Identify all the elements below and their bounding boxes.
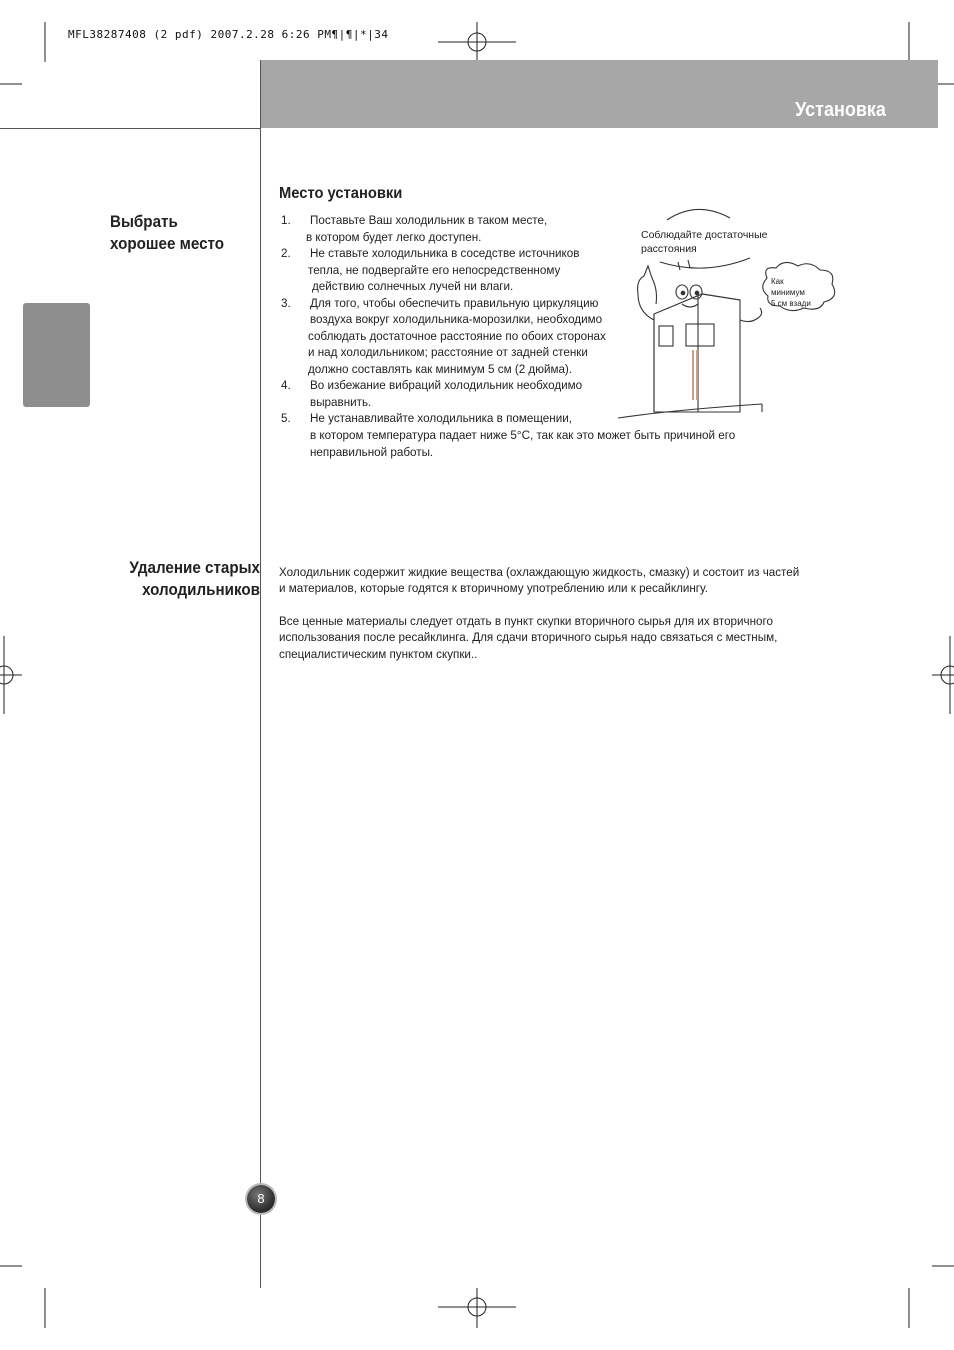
list-number: 2. [281, 246, 291, 260]
paragraph-line: использования после ресайклинга. Для сдачи вторичного сырья надо связаться с местным, [279, 630, 778, 644]
paragraph-line: Холодильник содержит жидкие вещества (охлаждающую жидкость, смазку) и состоит из частей [279, 565, 800, 579]
section-header-bar [261, 60, 938, 128]
list-line: соблюдать достаточное расстояние по обоих сторонах [308, 329, 606, 343]
list-line: воздуха вокруг холодильника-морозилки, необходимо [310, 312, 603, 326]
section-title: Установка [795, 99, 886, 121]
list-line: Поставьте Ваш холодильник в таком месте, [310, 213, 548, 227]
list-line: неправильной работы. [310, 445, 434, 459]
paragraph-line: специалистическим пунктом скупки.. [279, 647, 478, 661]
fridge-illustration [612, 200, 842, 424]
paragraph-line: Все ценные материалы следует отдать в пункт скупки вторичного сырья для их вторичного [279, 614, 773, 628]
heading-choose-location: Выбрать хорошее место [110, 213, 225, 253]
page-number: 8 [247, 1185, 275, 1213]
list-line: в котором температура падает ниже 5°C, так как это может быть причиной его [310, 428, 736, 442]
list-number: 3. [281, 296, 291, 310]
illustration-note: Как минимум 5 см взади [771, 277, 811, 308]
heading-disposal: Удаление старых холодильников [129, 559, 260, 599]
list-number: 5. [281, 411, 291, 425]
list-line: должно составлять как минимум 5 см (2 дюйма). [308, 362, 573, 376]
list-line: в котором будет легко доступен. [306, 230, 482, 244]
list-line: Не устанавливайте холодильника в помещении, [310, 411, 572, 425]
list-number: 1. [281, 213, 291, 227]
list-line: выравнить. [310, 395, 372, 409]
header-rule [0, 128, 261, 129]
list-number: 4. [281, 378, 291, 392]
chapter-tab [23, 303, 90, 407]
list-line: Для того, чтобы обеспечить правильную циркуляцию [310, 296, 599, 310]
list-line: Во избежание вибраций холодильник необходимо [310, 378, 583, 392]
list-line: тепла, не подвергайте его непосредственному [308, 263, 561, 277]
print-slug: MFL38287408 (2 pdf) 2007.2.28 6:26 PM¶|¶|*|34 [68, 28, 389, 41]
illustration-caption: Соблюдайте достаточные расстояния [641, 229, 768, 255]
list-line: и над холодильником; расстояние от задней стенки [308, 345, 588, 359]
list-line: Не ставьте холодильника в соседстве источников [310, 246, 580, 260]
paragraph-line: и материалов, которые годятся к вторичному употреблению или к ресайклингу. [279, 581, 708, 595]
column-divider [260, 60, 261, 1288]
list-line: действию солнечных лучей ни влаги. [312, 279, 514, 293]
installation-title: Место установки [279, 185, 403, 202]
